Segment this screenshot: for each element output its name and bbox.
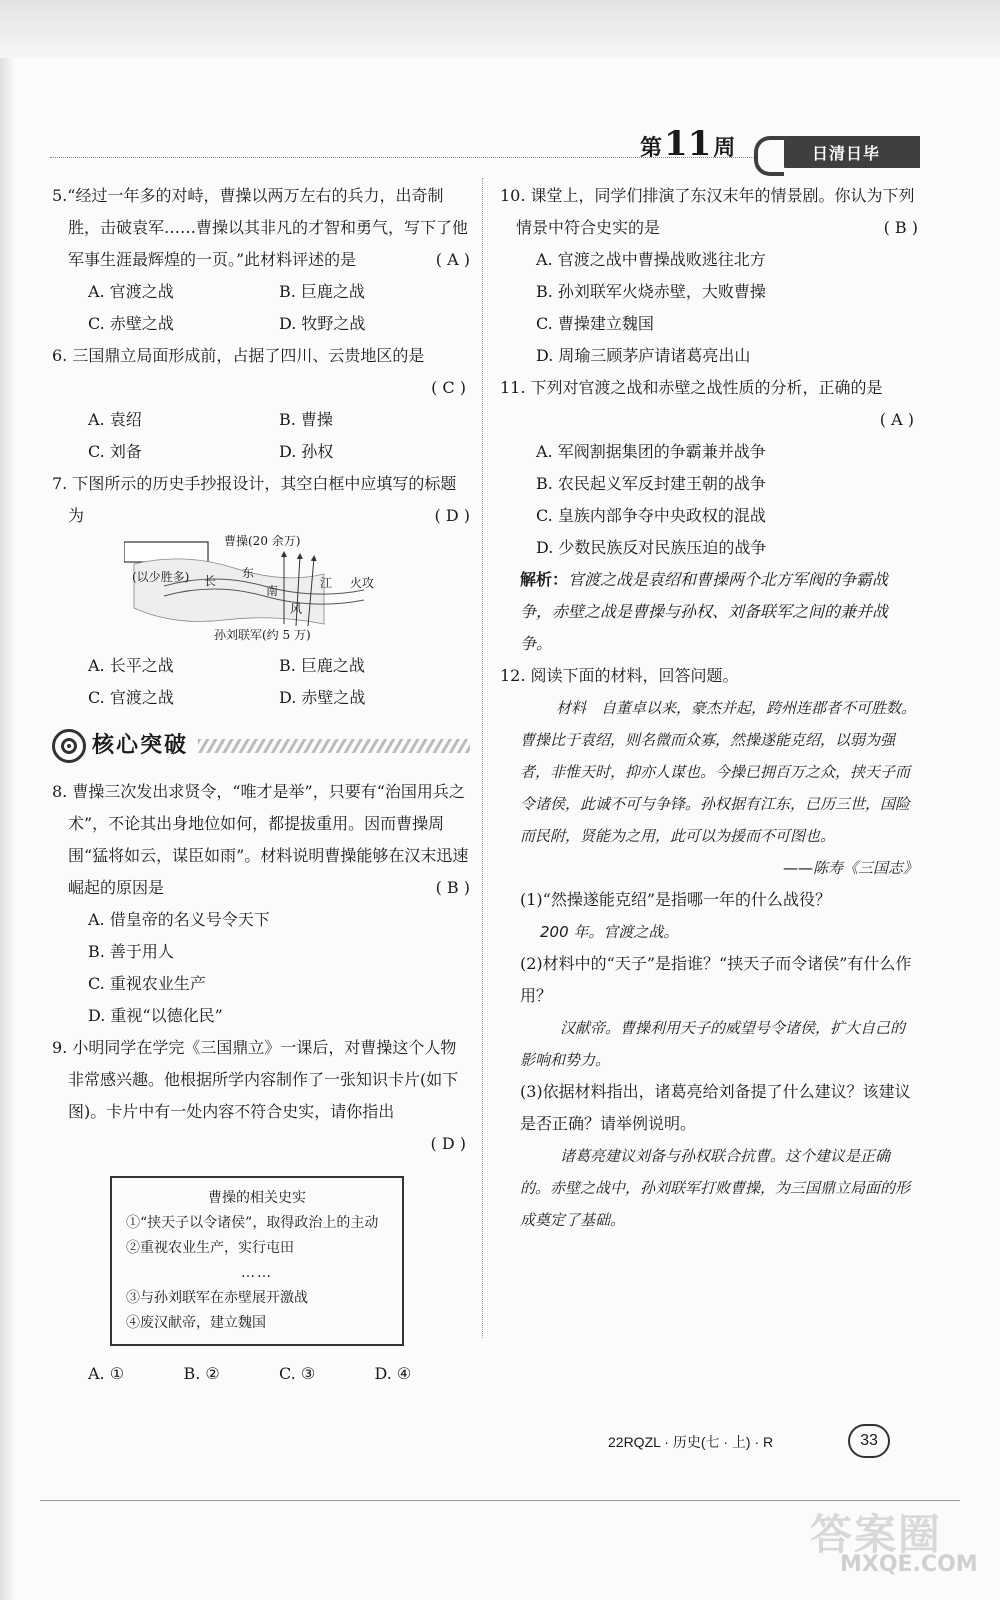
map-label-nan: 南 [266, 584, 279, 598]
q8-option-d: D. 重视“以德化民” [88, 1006, 223, 1025]
week-suffix: 周 [713, 135, 736, 161]
page-edge-top [0, 0, 1000, 58]
map-label-jiang: 江 [320, 576, 333, 590]
question-8 [52, 776, 470, 1032]
daily-tag: 日清日毕 [770, 136, 920, 168]
q11-options [500, 436, 918, 564]
map-label-zhang: 长 [204, 574, 217, 588]
q10-option-b: B. 孙刘联军火烧赤壁，大败曹操 [536, 282, 766, 301]
watermark-url: MXQE.COM [840, 1552, 978, 1577]
q6-option-b: B. 曹操 [279, 410, 333, 429]
q10-option-a: A. 官渡之战中曹操战败逃往北方 [536, 250, 766, 269]
q10-answer: ( B ) [883, 218, 918, 237]
question-5 [52, 180, 470, 340]
q5-option-b: B. 巨鹿之战 [279, 282, 365, 301]
map-label-huogong: 火攻 [350, 576, 375, 590]
map-label-caocao: 曹操(20 余万) [224, 534, 301, 548]
q12-source: ——陈寿《三国志》 [782, 859, 918, 877]
question-9 [52, 1032, 470, 1390]
q11-analysis [500, 564, 918, 660]
q8-option-b: B. 善于用人 [88, 942, 174, 961]
card-ellipsis: …… [241, 1265, 273, 1281]
q11-text: 11. 下列对官渡之战和赤壁之战性质的分析，正确的是 [500, 378, 883, 397]
q9-option-d: D. ④ [374, 1364, 412, 1383]
q8-text: 8. 曹操三次发出求贤令，“唯才是举”，只要有“治国用兵之术”，不论其出身地位如何，都提拔重用。因而曹操周围“猛将如云，谋臣如雨”。材料说明曹操能够在汉末迅速崛起的原因是 [52, 782, 469, 897]
q8-options [52, 904, 470, 1032]
q9-answer: ( D ) [430, 1134, 466, 1153]
banner-stripe [198, 739, 470, 753]
page-edge-left [0, 58, 14, 1600]
newspaper-map-figure [124, 534, 424, 644]
q11-option-b: B. 农民起义军反封建王朝的战争 [536, 474, 766, 493]
watermark-logo: 答案圈 [810, 1510, 943, 1559]
q6-answer: ( C ) [431, 378, 466, 397]
q7-options [52, 650, 470, 714]
q12-material: 材料 自董卓以来，豪杰并起，跨州连郡者不可胜数。曹操比于袁绍，则名微而众寡，然操遂能克绍，以弱为强者，非惟天时，抑亦人谋也。今操已拥百万之众，挟天子而令诸侯，此诚不可与争锋。孙权据有江东，已历三世，国险而民附，贤能为之用，此可以为援而不可图也。 [520, 699, 917, 845]
q12-ans1: 200 年。官渡之战。 [540, 923, 679, 941]
q6-options [52, 404, 470, 468]
q11-option-a: A. 军阀割据集团的争霸兼并战争 [536, 442, 766, 461]
q11-answer: ( A ) [879, 410, 914, 429]
column-divider [482, 178, 483, 1338]
q7-option-c: C. 官渡之战 [88, 688, 174, 707]
right-column [500, 180, 918, 1236]
q10-options [500, 244, 918, 372]
knowledge-card [110, 1176, 404, 1346]
page-number: 33 [848, 1424, 890, 1458]
q12-sub2: (2)材料中的“天子”是指谁？“挟天子而令诸侯”有什么作用？ [520, 954, 912, 1005]
q12-sub3: (3)依据材料指出，诸葛亮给刘备提了什么建议？该建议是否正确？请举例说明。 [520, 1082, 911, 1133]
section-banner [52, 722, 470, 770]
q7-option-b: B. 巨鹿之战 [279, 656, 365, 675]
q5-option-d: D. 牧野之战 [279, 314, 366, 333]
question-6 [52, 340, 470, 468]
map-label-feng: 风 [290, 602, 303, 616]
map-label-dong: 东 [242, 566, 255, 580]
q5-option-a: A. 官渡之战 [88, 282, 174, 301]
q7-option-d: D. 赤壁之战 [279, 688, 366, 707]
knowledge-card-title: 曹操的相关史实 [208, 1190, 306, 1206]
q8-option-c: C. 重视农业生产 [88, 974, 206, 993]
target-icon [52, 729, 86, 763]
q11-option-d: D. 少数民族反对民族压迫的战争 [536, 538, 767, 557]
q12-ans3: 诸葛亮建议刘备与孙权联合抗曹。这个建议是正确的。赤壁之战中，孙刘联军打败曹操，为三国鼎立局面的形成奠定了基础。 [520, 1147, 911, 1229]
q7-answer: ( D ) [434, 506, 470, 525]
bottom-rule [40, 1500, 960, 1501]
q6-option-a: A. 袁绍 [88, 410, 142, 429]
analysis-text: 官渡之战是袁绍和曹操两个北方军阀的争霸战争，赤壁之战是曹操与孙权、刘备联军之间的兼并战争。 [520, 570, 889, 653]
q8-option-a: A. 借皇帝的名义号令天下 [88, 910, 270, 929]
question-12 [500, 660, 918, 1236]
q10-option-c: C. 曹操建立魏国 [536, 314, 654, 333]
q10-option-d: D. 周瑜三顾茅庐请诸葛亮出山 [536, 346, 751, 365]
q6-option-c: C. 刘备 [88, 442, 142, 461]
q8-answer: ( B ) [435, 878, 470, 897]
card-item-2: ②重视农业生产，实行屯田 [126, 1240, 294, 1256]
q12-ans2: 汉献帝。曹操利用天子的威望号令诸侯，扩大自己的影响和势力。 [520, 1019, 906, 1069]
left-column [52, 180, 470, 1390]
map-label-sunliu: 孙刘联军(约 5 万) [214, 628, 311, 642]
map-label-yishao: (以少胜多) [132, 570, 190, 584]
q12-text: 12. 阅读下面的材料，回答问题。 [500, 666, 739, 685]
q7-text: 7. 下图所示的历史手抄报设计，其空白框中应填写的标题为 [52, 474, 457, 525]
q9-option-c: C. ③ [279, 1364, 316, 1383]
q9-option-a: A. ① [88, 1364, 125, 1383]
q6-text: 6. 三国鼎立局面形成前，占据了四川、云贵地区的是 [52, 346, 425, 365]
question-10 [500, 180, 918, 372]
week-title [640, 124, 735, 164]
q7-option-a: A. 长平之战 [88, 656, 174, 675]
card-item-3: ③与孙刘联军在赤壁展开激战 [126, 1290, 308, 1306]
section-banner-title: 核心突破 [92, 733, 189, 758]
q9-option-b: B. ② [183, 1364, 220, 1383]
q5-answer: ( A ) [435, 250, 470, 269]
week-number: 11 [664, 124, 712, 164]
q10-text: 10. 课堂上，同学们排演了东汉末年的情景剧。你认为下列情景中符合史实的是 [500, 186, 915, 237]
q5-option-c: C. 赤壁之战 [88, 314, 174, 333]
q9-options [52, 1358, 470, 1390]
question-11 [500, 372, 918, 660]
q9-text: 9. 小明同学在学完《三国鼎立》一课后，对曹操这个人物非常感兴趣。他根据所学内容制作了一张知识卡片(如下图)。卡片中有一处内容不符合史实，请你指出 [52, 1038, 459, 1121]
analysis-label: 解析： [520, 570, 569, 589]
card-item-4: ④废汉献帝，建立魏国 [126, 1315, 266, 1331]
q5-text: 5.“经过一年多的对峙，曹操以两万左右的兵力，出奇制胜，击破袁军……曹操以其非凡的才智和勇气，写下了他军事生涯最辉煌的一页。”此材料评述的是 [52, 186, 469, 269]
q12-sub1: (1)“然操遂能克绍”是指哪一年的什么战役？ [520, 890, 832, 909]
q11-option-c: C. 皇族内部争夺中央政权的混战 [536, 506, 766, 525]
question-7 [52, 468, 470, 714]
q5-options [52, 276, 470, 340]
week-prefix: 第 [640, 135, 663, 161]
footer-code: 22RQZL · 历史(七 · 上) · R [608, 1434, 774, 1450]
q6-option-d: D. 孙权 [279, 442, 334, 461]
card-item-1: ①“挟天子以令诸侯”，取得政治上的主动 [126, 1215, 379, 1231]
